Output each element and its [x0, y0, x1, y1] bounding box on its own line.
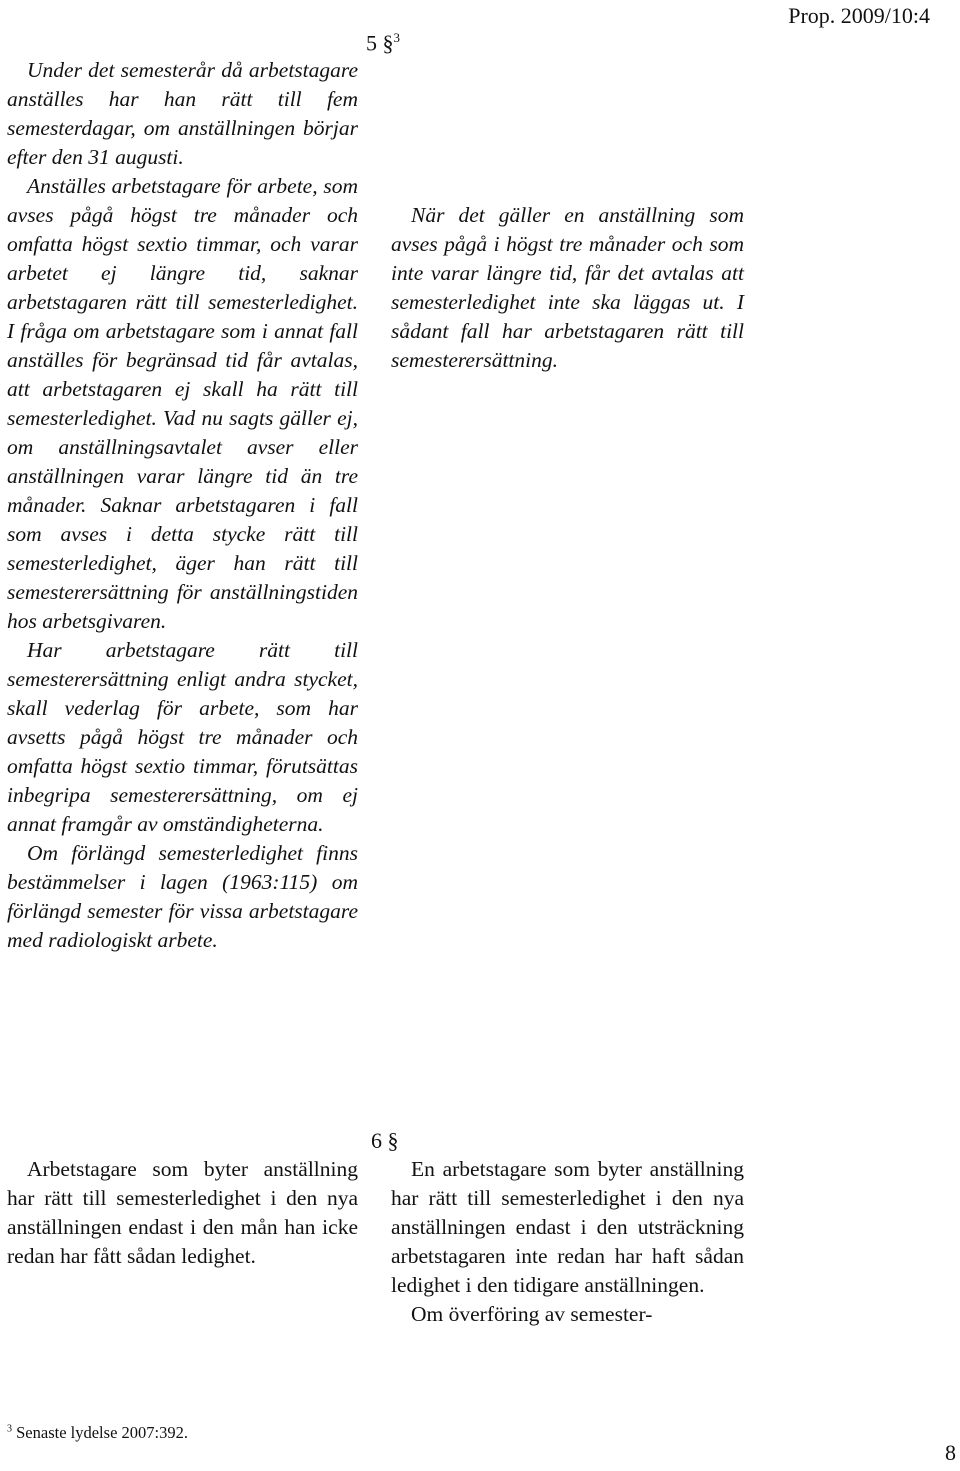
paragraph: Om överföring av semester- — [411, 1302, 653, 1326]
paragraph: Anställes arbetstagare för arbete, som avses pågå högst tre månader och omfatta högst sextio timmar, och varar arbetet ej längre tid, saknar arbetstagaren rätt till semesterledighet. I fråga om arbetstagare som i annat fall anställes för begränsad tid får avtalas, att arbetstagaren ej skall ha rätt till semesterledighet. Vad nu sagts gäller ej, om anställningsavtalet avser eller anställningen varar längre tid än tre månader. Saknar arbetstagaren i fall som avses i detta stycke rätt till semesterledighet, äger han rätt till semesterersättning för anställningstiden hos arbetsgivaren. — [7, 174, 358, 633]
page-number: 8 — [945, 1440, 956, 1465]
section-6-new-wording — [391, 1155, 744, 1329]
section-5-new-wording — [391, 201, 744, 375]
footnote-marker: 3 — [7, 1423, 12, 1435]
section-5-heading — [366, 30, 400, 56]
section-6-heading: 6 § — [371, 1128, 399, 1153]
paragraph: Om förlängd semesterledighet finns bestämmelser i lagen (1963:115) om förlängd semester för vissa arbetstagare med radiologiskt arbete. — [7, 841, 358, 952]
footnote-text: Senaste lydelse 2007:392. — [16, 1423, 188, 1442]
section-number: 5 § — [366, 30, 394, 56]
paragraph: Har arbetstagare rätt till semesterersättning enligt andra stycket, skall vederlag för arbete, som har avsetts pågå högst tre månader och omfatta högst sextio timmar, förutsättas inbegripa semesterersättning, om ej annat framgår av omständigheterna. — [7, 638, 358, 836]
footnote-reference: 3 — [393, 30, 400, 45]
footnote — [7, 1423, 188, 1443]
paragraph: När det gäller en anställning som avses pågå i högst tre månader och som inte varar längre tid, får det avtalas att semesterledighet inte ska läggas ut. I sådant fall har arbetstagaren rätt till semesterersättning. — [391, 203, 744, 372]
paragraph: Under det semesterår då arbetstagare anställes har han rätt till fem semesterdagar, om anställningen börjar efter den 31 augusti. — [7, 58, 358, 169]
proposition-reference: Prop. 2009/10:4 — [788, 3, 930, 28]
section-6-old-wording — [7, 1155, 358, 1271]
paragraph: En arbetstagare som byter anställning har rätt till semesterledighet i den nya anställningen endast i den utsträckning arbetstagaren inte redan har haft sådan ledighet i den tidigare anställningen. — [391, 1157, 744, 1297]
paragraph: Arbetstagare som byter anställning har rätt till semesterledighet i den nya anställningen endast i den mån han icke redan har fått sådan ledighet. — [7, 1157, 358, 1268]
section-5-old-wording — [7, 56, 358, 955]
